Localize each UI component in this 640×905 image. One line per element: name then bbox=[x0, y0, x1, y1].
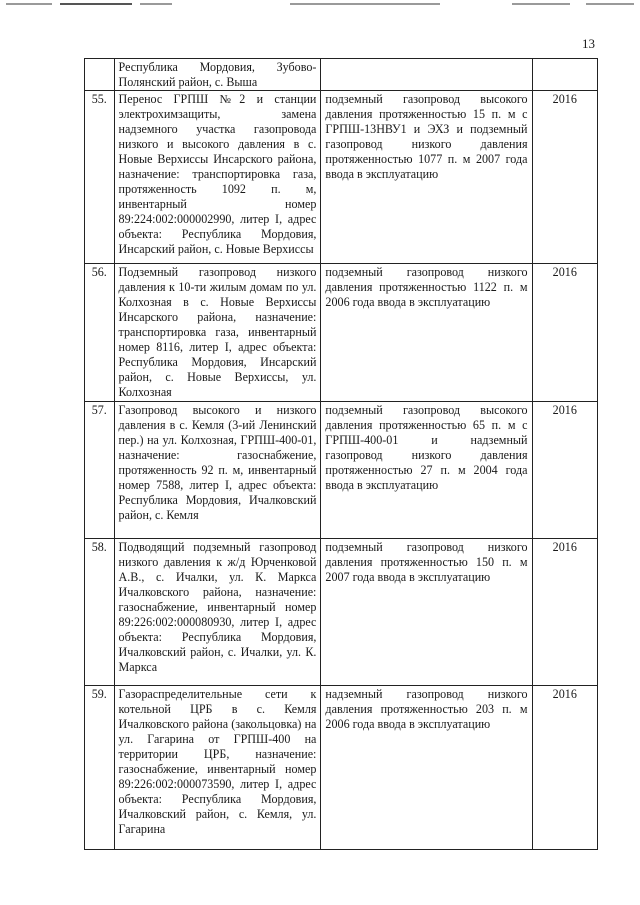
row-number: 59. bbox=[85, 686, 115, 850]
row-number bbox=[85, 59, 115, 91]
table-row bbox=[85, 264, 598, 402]
year-cell: 2016 bbox=[532, 539, 597, 686]
description-cell: подземный газопровод низкого давления протяженностью 150 п. м 2007 года ввода в эксплуатацию bbox=[321, 539, 532, 686]
object-cell: Перенос ГРПШ №2 и станции электрохимзащиты, замена надземного участка газопровода низкого и высокого давления в с. Новые Верхиссы Инсарского района, назначение: транспортировка газа, протяженность 1092 п. м, инвентарный номер 89:224:002:000002990, литер I, адрес объекта: Республика Мордовия, Инсарский район, с. Новые Верхиссы bbox=[114, 91, 321, 264]
object-cell: Подводящий подземный газопровод низкого давления к ж/д Юрченковой А.В., с. Ичалки, ул. К. Маркса Ичалковского района, назначение: газоснабжение, инвентарный номер 89:226:002:000080930, литер I, адрес объекта: Республика Мордовия, Ичалковский район, с. Ичалки, ул. К. Маркса bbox=[114, 539, 321, 686]
description-cell: подземный газопровод высокого давления протяженностью 15 п. м с ГРПШ-13НВУ1 и ЭХЗ и подземный газопровод низкого давления протяженностью 1077 п. м 2007 года ввода в эксплуатацию bbox=[321, 91, 532, 264]
row-number: 55. bbox=[85, 91, 115, 264]
object-cell: Газопровод высокого и низкого давления в с. Кемля (3-ий Ленинский пер.) на ул. Колхозная, ГРПШ-400-01, назначение: газоснабжение, протяженность 92 п. м, инвентарный номер 7588, литер I, адрес объекта: Республика Мордовия, Ичалковский район, с. Кемля bbox=[114, 402, 321, 539]
scan-artifact-top bbox=[0, 0, 640, 14]
object-cell: Подземный газопровод низкого давления к 10-ти жилым домам по ул. Колхозная в с. Новые Верхиссы Инсарского района, назначение: транспортировка газа, инвентарный номер 8116, литер I, адрес объекта: Республика Мордовия, Инсарский район, с. Новые Верхиссы, ул. Колхозная bbox=[114, 264, 321, 402]
description-cell: подземный газопровод низкого давления протяженностью 1122 п. м 2006 года ввода в эксплуатацию bbox=[321, 264, 532, 402]
page-number: 13 bbox=[582, 36, 595, 51]
row-number: 57. bbox=[85, 402, 115, 539]
description-cell: надземный газопровод низкого давления протяженностью 203 п. м 2006 года ввода в эксплуатацию bbox=[321, 686, 532, 850]
registry-table bbox=[84, 58, 598, 850]
year-cell: 2016 bbox=[532, 264, 597, 402]
object-cell: Газораспределительные сети к котельной ЦРБ в с. Кемля Ичалковского района (закольцовка) на ул. Гагарина от ГРПШ-400 на территории ЦРБ, назначение: газоснабжение, инвентарный номер 89:226:002:000073590, литер I, адрес объекта: Республика Мордовия, Ичалковский район, с. Кемля, ул. Гагарина bbox=[114, 686, 321, 850]
description-cell: подземный газопровод высокого давления протяженностью 65 п. м с ГРПШ-400-01 и надземный газопровод низкого давления протяженностью 27 п. м 2004 года ввода в эксплуатацию bbox=[321, 402, 532, 539]
table-row bbox=[85, 402, 598, 539]
table-row bbox=[85, 91, 598, 264]
year-cell bbox=[532, 59, 597, 91]
row-number: 56. bbox=[85, 264, 115, 402]
row-number: 58. bbox=[85, 539, 115, 686]
year-cell: 2016 bbox=[532, 402, 597, 539]
table-row bbox=[85, 686, 598, 850]
year-cell: 2016 bbox=[532, 91, 597, 264]
year-cell: 2016 bbox=[532, 686, 597, 850]
description-cell bbox=[321, 59, 532, 91]
table-row bbox=[85, 59, 598, 91]
table-row bbox=[85, 539, 598, 686]
object-cell: Республика Мордовия, Зубово-Полянский район, с. Выша bbox=[114, 59, 321, 91]
